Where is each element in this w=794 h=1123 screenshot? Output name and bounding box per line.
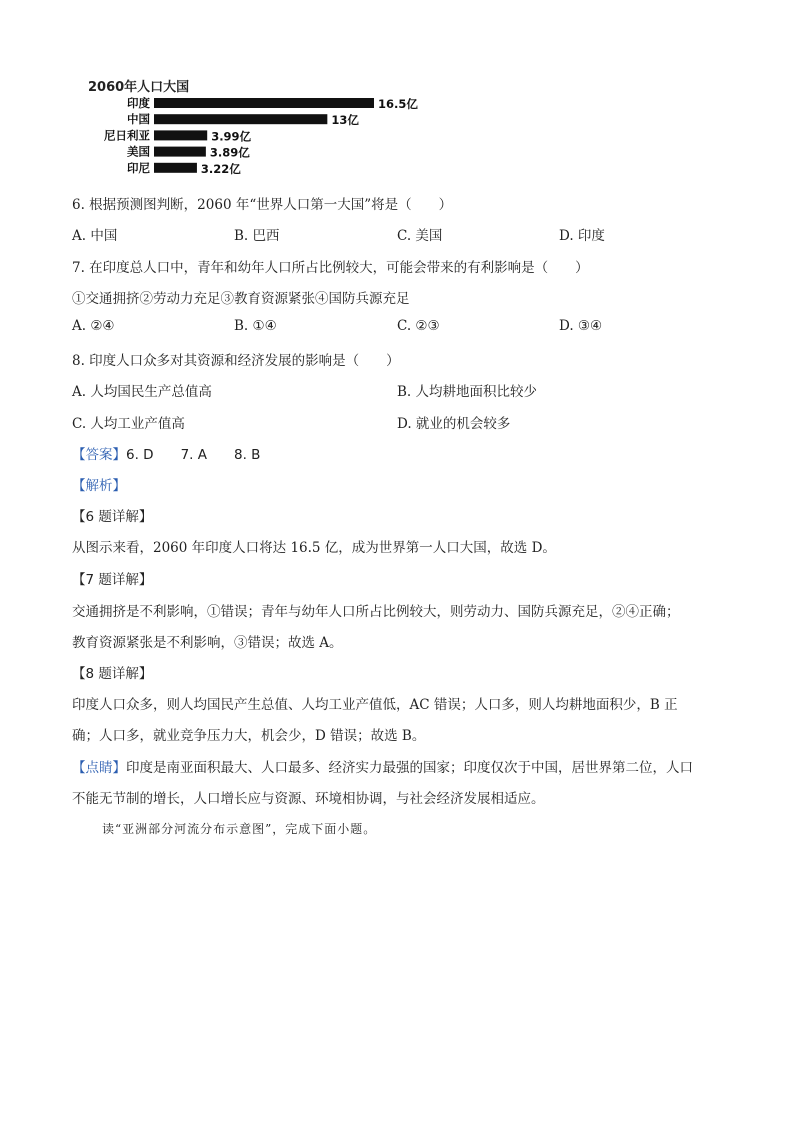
answer-line [72, 443, 260, 463]
chart-value-label: 3.99亿 [211, 129, 252, 144]
chart-bar [154, 98, 374, 108]
question-6-option-d[interactable]: D. 印度 [559, 228, 605, 244]
question-8-option-a[interactable]: A. 人均国民生产总值高 [72, 384, 212, 400]
detail-6-tag: 【6 题详解】 [72, 509, 153, 525]
question-7-substem: ①交通拥挤②劳动力充足③教育资源紧张④国防兵源充足 [72, 291, 410, 307]
chart-bar [154, 114, 327, 124]
question-8-stem: 8. 印度人口众多对其资源和经济发展的影响是（ ） [72, 353, 400, 369]
answer-tag: 【答案】 [72, 447, 126, 463]
question-7-option-c[interactable]: C. ②③ [397, 318, 440, 334]
chart-value-label: 3.89亿 [209, 145, 250, 160]
detail-7-tag: 【7 题详解】 [72, 572, 153, 588]
question-8-option-d[interactable]: D. 就业的机会较多 [397, 416, 511, 432]
chart-value-label: 13亿 [331, 113, 359, 128]
population-bar-chart [88, 94, 448, 176]
question-7-option-a[interactable]: A. ②④ [72, 318, 115, 334]
detail-7-line-1: 交通拥挤是不利影响，①错误；青年与幼年人口所占比例较大，则劳动力、国防兵源充足，②④正确； [72, 604, 680, 620]
question-6-option-c[interactable]: C. 美国 [397, 228, 443, 244]
question-6-option-b[interactable]: B. 巴西 [234, 228, 280, 244]
tips-text-1: 印度是南亚面积最大、人口最多、经济实力最强的国家；印度仅次于中国，居世界第二位，人口 [126, 760, 693, 776]
chart-category-label: 中国 [127, 112, 150, 127]
next-section-intro: 读“亚洲部分河流分布示意图”，完成下面小题。 [102, 822, 377, 836]
chart-category-label: 印尼 [127, 160, 150, 175]
question-7-stem: 7. 在印度总人口中，青年和幼年人口所占比例较大，可能会带来的有利影响是（ ） [72, 260, 589, 276]
chart-value-label: 3.22亿 [200, 161, 241, 176]
question-6-stem: 6. 根据预测图判断，2060 年“世界人口第一大国”将是（ ） [72, 197, 453, 213]
detail-6-line-1: 从图示来看，2060 年印度人口将达 16.5 亿，成为世界第一人口大国，故选 D。 [72, 540, 556, 556]
chart-category-label: 尼日利亚 [104, 128, 150, 143]
detail-7-line-2: 教育资源紧张是不利影响，③错误；故选 A。 [72, 635, 343, 651]
chart-bar [154, 163, 197, 173]
question-8-option-c[interactable]: C. 人均工业产值高 [72, 416, 185, 432]
detail-8-line-1: 印度人口众多，则人均国民产生总值、人均工业产值低，AC 错误；人口多，则人均耕地面积少，B 正 [72, 697, 678, 713]
chart-category-label: 美国 [127, 144, 150, 159]
question-6-option-a[interactable]: A. 中国 [72, 228, 118, 244]
chart-bar [154, 130, 207, 140]
chart-value-label: 16.5亿 [378, 97, 418, 111]
question-7-option-d[interactable]: D. ③④ [559, 318, 603, 334]
detail-8-line-2: 确；人口多，就业竞争压力大，机会少，D 错误；故选 B。 [72, 728, 426, 744]
detail-8-tag: 【8 题详解】 [72, 666, 153, 682]
chart-title: 2060年人口大国 [88, 80, 190, 95]
chart-bar [154, 147, 206, 157]
analysis-tag: 【解析】 [72, 478, 126, 494]
tips-line-1 [72, 756, 693, 776]
tips-line-2: 不能无节制的增长，人口增长应与资源、环境相协调，与社会经济发展相适应。 [72, 791, 545, 807]
chart-category-label: 印度 [127, 96, 150, 110]
answer-text: 6. D 7. A 8. B [126, 447, 261, 463]
question-8-option-b[interactable]: B. 人均耕地面积比较少 [397, 384, 538, 400]
question-7-option-b[interactable]: B. ①④ [234, 318, 277, 334]
tips-tag: 【点睛】 [72, 760, 126, 776]
